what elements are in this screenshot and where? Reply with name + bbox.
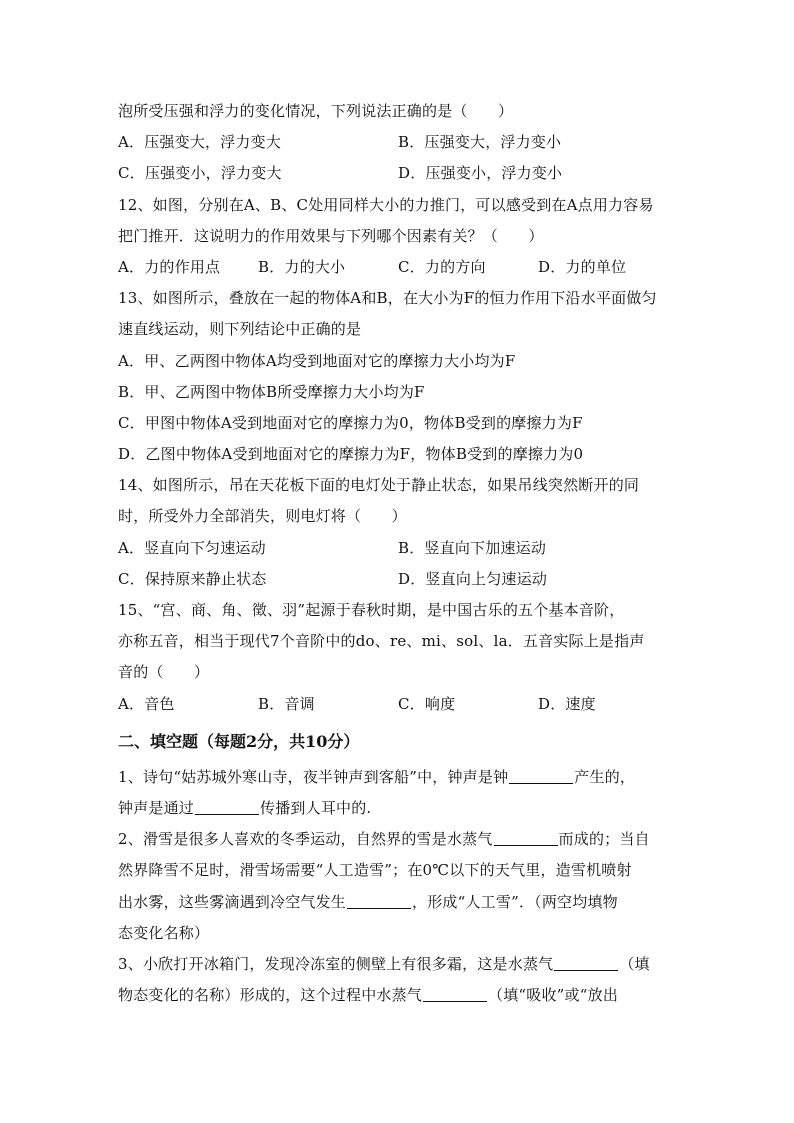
q14-text-line-1: 14、如图所示，吊在天花板下面的电灯处于静止状态，如果吊线突然断开的同 [118, 476, 640, 495]
fill-2-text-e: ，形成“人工雪”．（两空均填物 [412, 892, 618, 911]
fill-1-text-b: 产生的， [574, 767, 636, 786]
q13-option-c: C．甲图中物体A受到地面对它的摩擦力为0，物体B受到的摩擦力为F [118, 413, 583, 432]
q13-option-b: B．甲、乙两图中物体B所受摩擦力大小均为F [118, 382, 425, 401]
q13-option-d: D．乙图中物体A受到地面对它的摩擦力为F，物体B受到的摩擦力为0 [118, 445, 584, 464]
q12-text-line-1: 12、如图，分别在A、B、C处用同样大小的力推门，可以感受到在A点用力容易 [118, 195, 654, 214]
q14-option-d: D．竖直向上匀速运动 [398, 569, 548, 588]
fill-3-text-c: 物态变化的名称）形成的，这个过程中水蒸气 [118, 986, 423, 1005]
q12-option-c: C．力的方向 [398, 257, 486, 276]
q14-option-c: C．保持原来静止状态 [118, 569, 267, 588]
fill-3-line-1 [118, 949, 678, 980]
q11-option-d: D．压强变小，浮力变小 [398, 164, 563, 183]
q13-text-line-2: 速直线运动，则下列结论中正确的是 [118, 320, 362, 339]
q14-text-line-2: 时，所受外力全部消失，则电灯将（ ） [118, 507, 407, 526]
q14-options-row-2 [118, 564, 678, 595]
q15-option-d: D．速度 [538, 694, 596, 713]
fill-1-blank-2 [195, 799, 259, 815]
fill-2-blank-2 [347, 893, 411, 909]
fill-2-line-4: 态变化名称） [118, 923, 210, 942]
q15-option-a: A．音色 [118, 694, 175, 713]
q12-option-d: D．力的单位 [538, 257, 627, 276]
fill-3-blank-2 [423, 986, 487, 1002]
fill-2-text-a: 2、滑雪是很多人喜欢的冬季运动，自然界的雪是水蒸气 [118, 830, 493, 849]
q15-text-line-1: 15、“宫、商、角、徵、羽”起源于春秋时期，是中国古乐的五个基本音阶， [118, 601, 625, 619]
fill-2-text-b: 而成的；当自 [558, 830, 650, 849]
fill-2-line-1 [118, 824, 678, 855]
section-heading-fill-in: 二、填空题（每题2分，共10分） [118, 731, 360, 751]
q15-text-line-3: 音的（ ） [118, 663, 210, 682]
exam-page [118, 96, 678, 1011]
q11-options-row-1 [118, 127, 678, 158]
fill-1-line-1 [118, 762, 678, 793]
q14-options-row-1 [118, 533, 678, 564]
fill-2-line-3 [118, 887, 678, 918]
fill-3-line-2 [118, 980, 678, 1011]
q11-text: 泡所受压强和浮力的变化情况，下列说法正确的是（ ） [118, 102, 514, 120]
fill-2-line-2: 然界降雪不足时，滑雪场需要“人工造雪”；在0℃以下的天气里，造雪机喷射 [118, 861, 632, 880]
fill-1-text-a: 1、诗句“姑苏城外寒山寺，夜半钟声到客船”中，钟声是钟 [118, 767, 509, 786]
fill-2-blank-1 [494, 830, 558, 846]
q15-option-c: C．响度 [398, 694, 456, 713]
q13-text-line-1: 13、如图所示，叠放在一起的物体A和B，在大小为F的恒力作用下沿水平面做匀 [118, 289, 657, 308]
q15-options-row [118, 689, 678, 720]
q14-option-a: A．竖直向下匀速运动 [118, 538, 266, 557]
q12-text-line-2: 把门推开．这说明力的作用效果与下列哪个因素有关？（ ） [118, 226, 544, 245]
q15-option-b: B．音调 [258, 694, 315, 713]
fill-3-text-a: 3、小欣打开冰箱门，发现冷冻室的侧壁上有很多霜，这是水蒸气 [118, 954, 554, 973]
fill-3-text-b: （填 [619, 954, 650, 973]
q14-option-b: B．竖直向下加速运动 [398, 538, 547, 557]
fill-2-text-d: 出水雾，这些雾滴遇到冷空气发生 [118, 892, 347, 911]
q13-option-a: A．甲、乙两图中物体A均受到地面对它的摩擦力大小均为F [118, 351, 516, 370]
q11-options-row-2 [118, 158, 678, 189]
fill-3-text-d: （填“吸收”或“放出 [488, 986, 619, 1005]
fill-1-text-d: 传播到人耳中的. [260, 798, 372, 817]
q12-option-b: B．力的大小 [258, 257, 346, 276]
q11-option-b: B．压强变大，浮力变小 [398, 133, 562, 152]
fill-1-blank-1 [509, 768, 573, 784]
q11-option-a: A．压强变大，浮力变大 [118, 133, 282, 152]
fill-3-blank-1 [554, 955, 618, 971]
q11-option-c: C．压强变小，浮力变大 [118, 164, 282, 183]
q12-option-a: A．力的作用点 [118, 257, 221, 276]
q15-text-line-2: 亦称五音，相当于现代7个音阶中的do、re、mi、sol、la．五音实际上是指声 [118, 632, 645, 651]
fill-1-text-c: 钟声是通过 [118, 798, 195, 817]
q12-options-row [118, 252, 678, 283]
fill-1-line-2 [118, 793, 678, 824]
